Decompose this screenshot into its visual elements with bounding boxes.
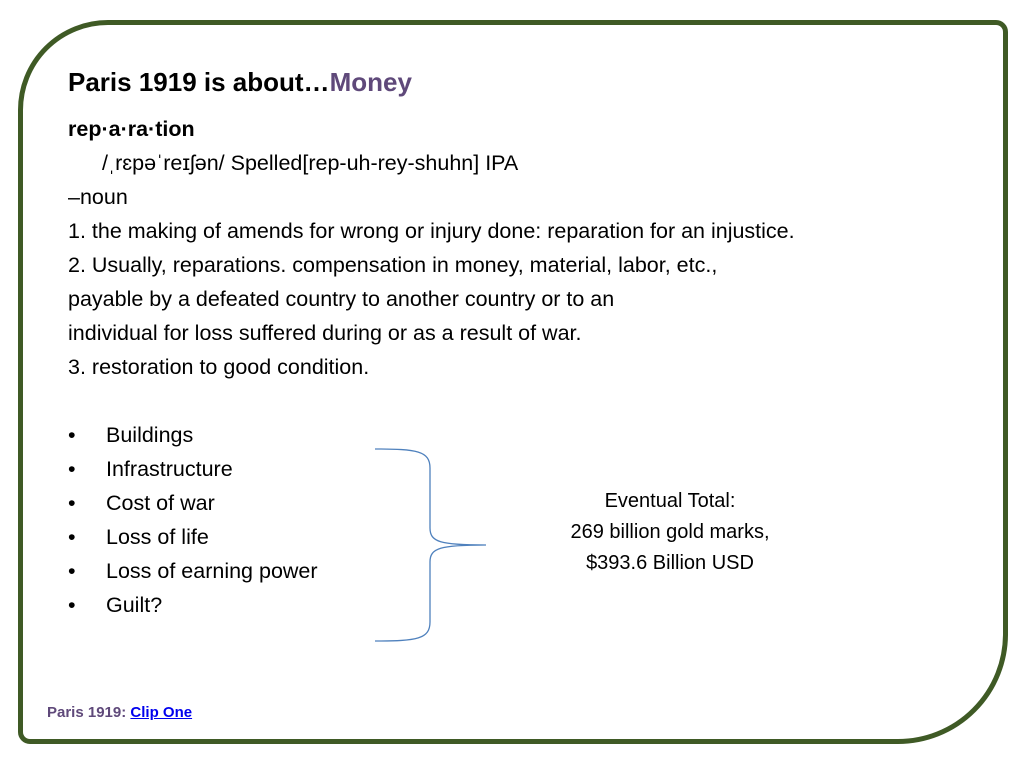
total-gold-marks: 269 billion gold marks, <box>570 521 770 543</box>
list-item: • Infrastructure <box>68 452 988 486</box>
definition-headword: rep·a·ra·tion <box>68 117 195 141</box>
title-highlight: Money <box>329 67 412 97</box>
definition-pronunciation: /ˌrɛpəˈreɪʃən/ Spelled[rep-uh-rey-shuhn] IPA <box>102 151 519 175</box>
list-item: • Loss of earning power <box>68 554 988 588</box>
clip-one-link[interactable]: Clip One <box>130 704 193 721</box>
definition-line: payable by a defeated country to another country or to an <box>68 287 615 311</box>
slide-title <box>68 62 988 102</box>
total-label: Eventual Total: <box>604 490 736 512</box>
definition-line: 3. restoration to good condition. <box>68 355 370 379</box>
reparation-categories-list <box>68 418 988 622</box>
slide-content <box>68 62 988 622</box>
list-item: • Guilt? <box>68 588 988 622</box>
definition-line: 2. Usually, reparations. compensation in money, material, labor, etc., <box>68 253 718 277</box>
right-curly-brace <box>372 446 492 646</box>
list-item: • Loss of life <box>68 520 988 554</box>
list-item: • Cost of war <box>68 486 988 520</box>
list-item: • Buildings <box>68 418 988 452</box>
title-prefix: Paris 1919 is about… <box>68 67 330 97</box>
footer <box>47 704 192 721</box>
brace-path <box>375 449 486 641</box>
footer-label: Paris 1919: <box>47 704 127 721</box>
definition-line: 1. the making of amends for wrong or injury done: reparation for an injustice. <box>68 219 795 243</box>
definition-line: individual for loss suffered during or as a result of war. <box>68 321 582 345</box>
total-usd: $393.6 Billion USD <box>586 552 754 574</box>
definition-part-of-speech: –noun <box>68 185 128 209</box>
eventual-total-box <box>530 486 810 579</box>
